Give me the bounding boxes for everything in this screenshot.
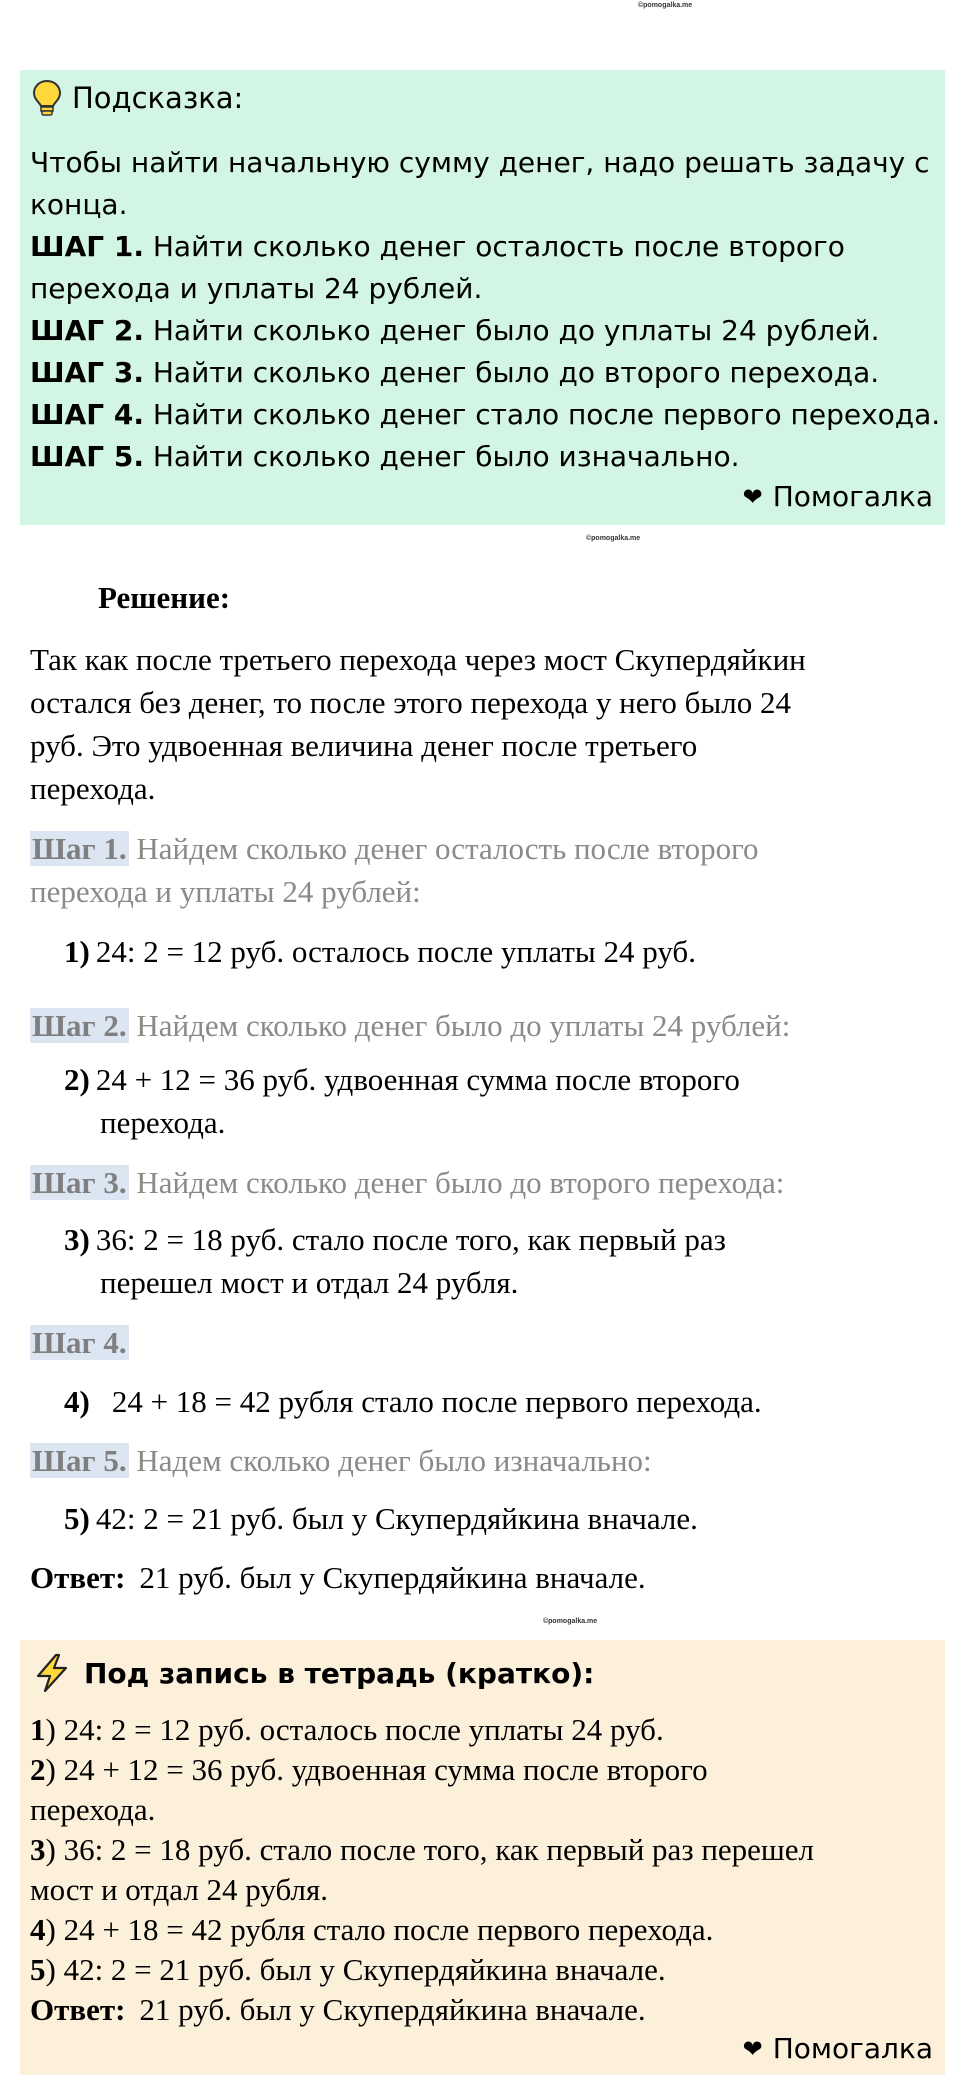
hint-title: Подсказка:: [72, 81, 244, 115]
solution-title: Решение:: [98, 580, 231, 615]
calc-3-cont: перешел мост и отдал 24 рубля.: [100, 1265, 519, 1300]
solution-intro-line: остался без денег, то после этого перехода у него было 24: [30, 685, 791, 720]
step-5: Шаг 5. Надем сколько денег было изначально:: [32, 1443, 652, 1478]
notebook-line: перехода.: [30, 1792, 156, 1827]
step-2: Шаг 2. Найдем сколько денег было до уплаты 24 рублей:: [32, 1008, 791, 1043]
lightning-icon: [32, 1653, 72, 1693]
watermark-bottom: ©pomogalka.me: [543, 1618, 598, 1625]
notebook-line: 5) 42: 2 = 21 руб. был у Скупердяйкина вначале.: [30, 1952, 666, 1987]
notebook-line: 2) 24 + 12 = 36 руб. удвоенная сумма после второго: [30, 1752, 708, 1787]
step-3: Шаг 3. Найдем сколько денег было до второго перехода:: [32, 1165, 785, 1200]
hint-line: конца.: [30, 188, 128, 221]
notebook-line: 3) 36: 2 = 18 руб. стало после того, как первый раз перешел: [30, 1832, 815, 1867]
notebook-line: мост и отдал 24 рубля.: [30, 1872, 328, 1907]
notebook-box: [20, 1640, 945, 2075]
watermark-top: ©pomogalka.me: [638, 2, 693, 9]
notebook-title-row: [32, 1648, 594, 1698]
watermark-mid: ©pomogalka.me: [586, 535, 641, 542]
brand-label: ❤ Помогалка: [742, 480, 933, 513]
lightbulb-icon: [32, 79, 62, 117]
notebook-line: 1) 24: 2 = 12 руб. осталось после уплаты 24 руб.: [30, 1712, 664, 1747]
notebook-title: Под запись в тетрадь (кратко):: [84, 1656, 595, 1690]
hint-line: перехода и уплаты 24 рублей.: [30, 272, 483, 305]
heart-icon: ❤: [742, 2034, 763, 2063]
step-4: Шаг 4.: [32, 1325, 127, 1360]
hint-title-row: [32, 78, 243, 118]
heart-icon: ❤: [742, 482, 763, 511]
step-1-cont: перехода и уплаты 24 рублей:: [30, 874, 421, 909]
solution-answer: Ответ: 21 руб. был у Скупердяйкина вначале.: [30, 1560, 646, 1595]
calc-5: 5) 42: 2 = 21 руб. был у Скупердяйкина вначале.: [64, 1501, 698, 1536]
hint-line: ШАГ 1. Найти сколько денег осталость после второго: [30, 230, 845, 263]
hint-line: ШАГ 2. Найти сколько денег было до уплаты 24 рублей.: [30, 314, 880, 347]
calc-1: 1) 24: 2 = 12 руб. осталось после уплаты 24 руб.: [64, 934, 696, 969]
step-1: Шаг 1. Найдем сколько денег осталость после второго: [32, 831, 759, 866]
hint-line: ШАГ 3. Найти сколько денег было до второго перехода.: [30, 356, 880, 389]
hint-line: ШАГ 4. Найти сколько денег стало после первого перехода.: [30, 398, 941, 431]
notebook-line: 4) 24 + 18 = 42 рубля стало после первого перехода.: [30, 1912, 714, 1947]
brand-label: ❤ Помогалка: [742, 2032, 933, 2065]
calc-3: 3) 36: 2 = 18 руб. стало после того, как первый раз: [64, 1222, 726, 1257]
hint-line: Чтобы найти начальную сумму денег, надо решать задачу с: [30, 146, 930, 179]
calc-2-cont: перехода.: [100, 1105, 226, 1140]
hint-box: [20, 70, 945, 525]
solution-intro-line: руб. Это удвоенная величина денег после третьего: [30, 728, 698, 763]
calc-2: 2) 24 + 12 = 36 руб. удвоенная сумма после второго: [64, 1062, 740, 1097]
solution-intro-line: Так как после третьего перехода через мост Скупердяйкин: [30, 642, 806, 677]
notebook-answer: Ответ: 21 руб. был у Скупердяйкина вначале.: [30, 1992, 646, 2027]
hint-line: ШАГ 5. Найти сколько денег было изначально.: [30, 440, 740, 473]
calc-4: 4) 24 + 18 = 42 рубля стало после первого перехода.: [64, 1384, 762, 1419]
solution-intro-line: перехода.: [30, 771, 156, 806]
